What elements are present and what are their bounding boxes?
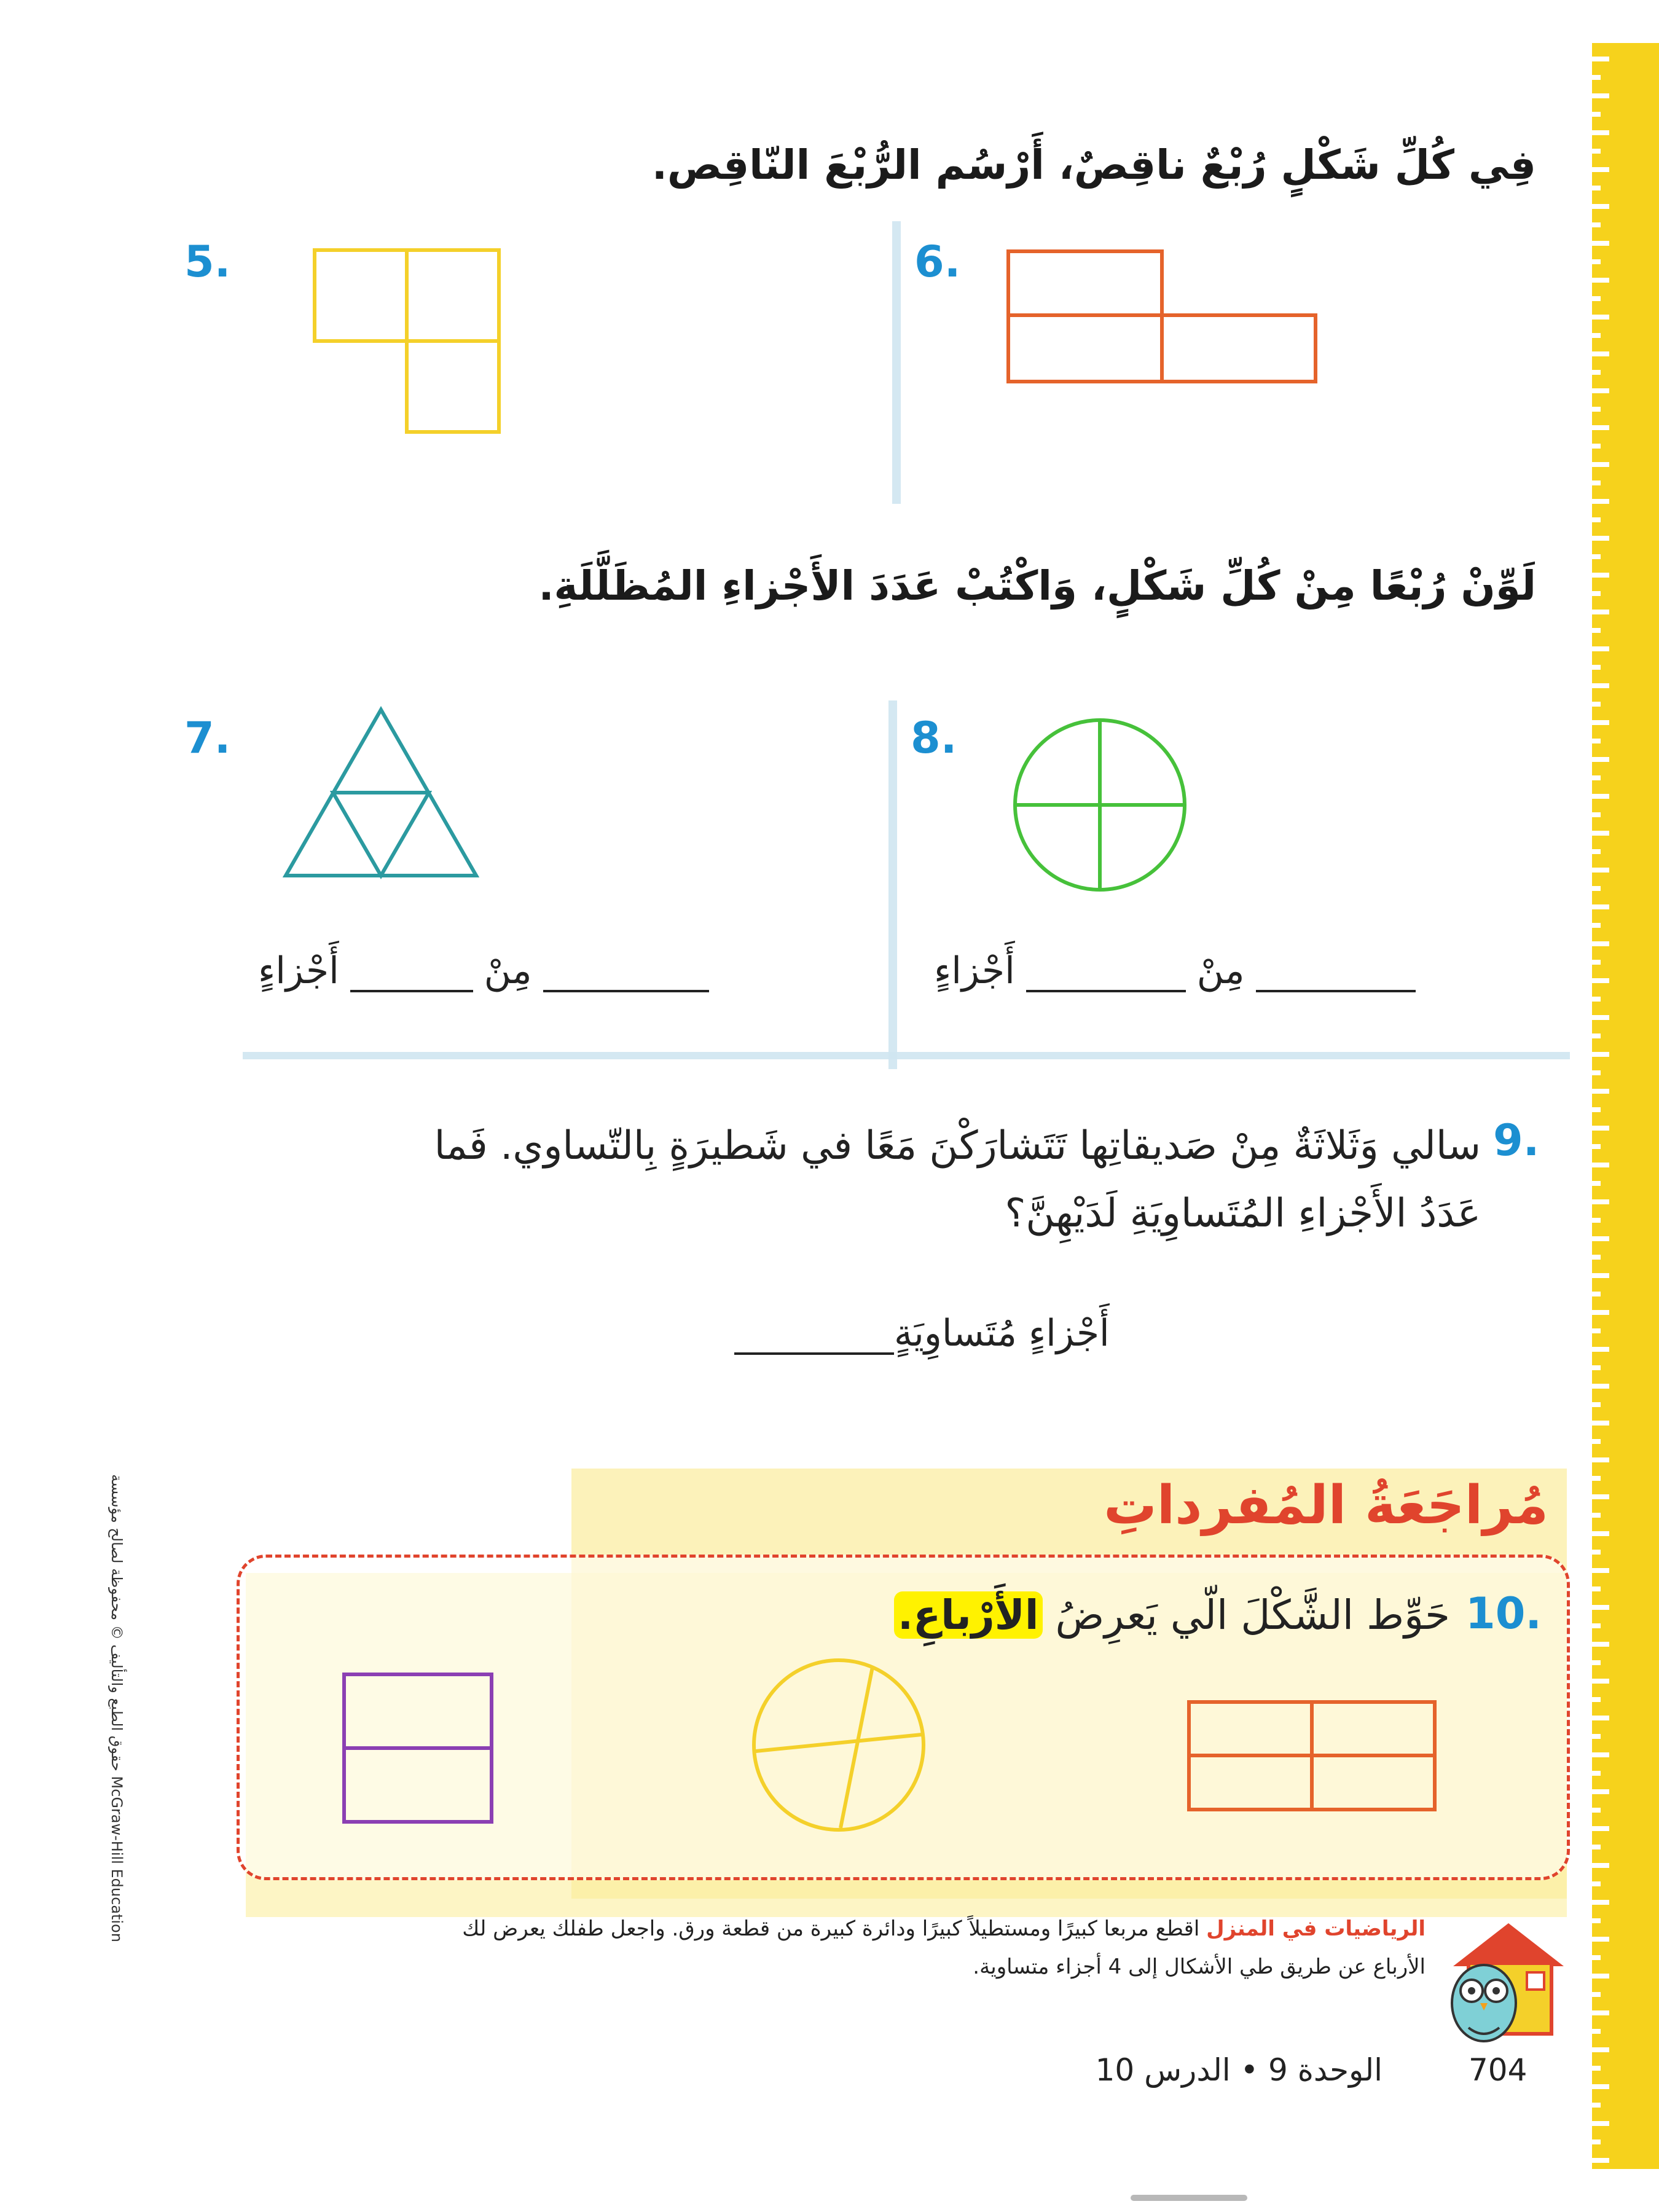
home-activity-text: اقطع مربعا كبيرًا ومستطيلاً كبيرًا ودائرة كبيرة من قطعة ورق. واجعل طفلك يعرض لك الأرباع عن طريق طي الأشكال إلى 4 أجزاء متساوية. bbox=[462, 1916, 1426, 1979]
yellow-circle-unequal-parts[interactable] bbox=[750, 1656, 928, 1834]
vocabulary-title: مُراجَعَةُ المُفرداتِ bbox=[1104, 1475, 1548, 1536]
home-activity bbox=[442, 1910, 1426, 1986]
copyright-note: حقوق الطبع والتأليف © محفوظة لصالح مؤسسة McGraw-Hill Education bbox=[108, 1474, 125, 1942]
problem-6-number: 6. bbox=[914, 237, 961, 287]
orange-rectangle-quarters[interactable] bbox=[1186, 1699, 1438, 1813]
problem-5-shape[interactable] bbox=[310, 246, 507, 436]
problem-9-number: 9. bbox=[1493, 1115, 1540, 1166]
problem-8-answer bbox=[934, 949, 1427, 992]
problem-8-parts-label: أَجْزاءٍ bbox=[934, 949, 1015, 992]
problem-5-number: 5. bbox=[184, 237, 231, 287]
problem-7-blank-shaded[interactable] bbox=[543, 990, 709, 992]
page-edge-strip bbox=[1601, 43, 1659, 2169]
problem-9-line-1: سالي وَثَلاثَةٌ مِنْ صَديقاتِها تَتَشارَكْنَ مَعًا في شَطيرَةٍ بِالتّساوي. فَما bbox=[434, 1123, 1481, 1169]
problem-9-answer bbox=[734, 1312, 1110, 1355]
divider-vertical-middle bbox=[888, 700, 897, 1069]
problem-7-of-label: مِنْ bbox=[484, 949, 532, 992]
instruction-shade-quarter: لَوِّنْ رُبْعًا مِنْ كُلِّ شَكْلٍ، وَاكْتُبْ عَدَدَ الأَجْزاءِ المُظَلَّلَةِ. bbox=[538, 562, 1536, 610]
problem-9-line-2: عَدَدُ الأَجْزاءِ المُتَساوِيَةِ لَدَيْهِنَّ؟ bbox=[1005, 1191, 1481, 1236]
page-number: 704 bbox=[1469, 2052, 1528, 2088]
unit-lesson-label: الوحدة 9 • الدرس 10 bbox=[1095, 2052, 1382, 2088]
problem-7-parts-label: أَجْزاءٍ bbox=[258, 949, 339, 992]
problem-9-blank[interactable] bbox=[734, 1352, 894, 1355]
problem-7-number: 7. bbox=[184, 713, 231, 763]
instruction-draw-missing-quarter: فِي كُلِّ شَكْلٍ رُبْعٌ ناقِصٌ، أَرْسُم الرُّبْعَ النّاقِص. bbox=[651, 141, 1536, 189]
problem-9-answer-label: أَجْزاءٍ مُتَساوِيَةٍ bbox=[894, 1312, 1110, 1355]
problem-8-circle[interactable] bbox=[1008, 713, 1192, 897]
keyword-quarters: الأَرْباعِ. bbox=[894, 1591, 1043, 1639]
scroll-indicator[interactable] bbox=[1131, 2195, 1247, 2201]
problem-6-shape[interactable] bbox=[1002, 246, 1321, 387]
problem-7-triangle[interactable] bbox=[280, 704, 482, 882]
problem-8-blank-shaded[interactable] bbox=[1256, 990, 1416, 992]
problem-7-answer bbox=[258, 949, 720, 992]
divider-horizontal bbox=[243, 1052, 1570, 1059]
purple-rectangle-halves[interactable] bbox=[341, 1671, 495, 1825]
problem-8-of-label: مِنْ bbox=[1196, 949, 1245, 992]
problem-10-text: حَوِّط الشَّكْلَ الّي يَعرِضُ bbox=[1055, 1591, 1450, 1639]
problem-9-question bbox=[283, 1112, 1481, 1247]
problem-10-number: 10. bbox=[1465, 1588, 1542, 1639]
problem-10-question bbox=[894, 1591, 1450, 1639]
problem-8-number: 8. bbox=[911, 713, 957, 763]
owl-house-icon bbox=[1435, 1911, 1570, 2046]
home-activity-label: الرياضيات في المنزل bbox=[1206, 1916, 1426, 1941]
divider-vertical-top bbox=[892, 221, 901, 504]
problem-7-blank-total[interactable] bbox=[350, 990, 473, 992]
problem-8-blank-total[interactable] bbox=[1026, 990, 1186, 992]
